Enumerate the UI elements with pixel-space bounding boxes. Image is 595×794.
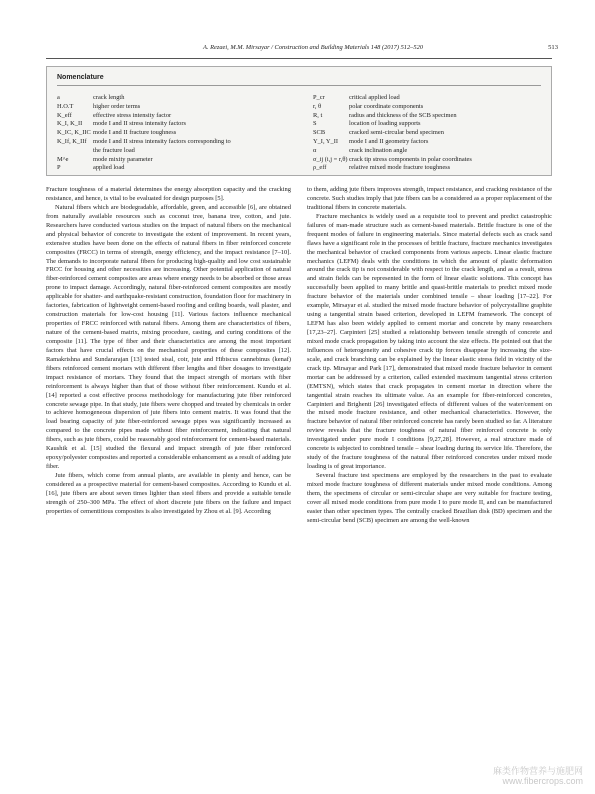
watermark xyxy=(493,766,583,786)
nomenclature-symbol: K_I, K_II xyxy=(57,120,83,128)
nomenclature-definition: mode I and II stress intensity factors xyxy=(93,120,186,128)
nomenclature-definition: the fracture load xyxy=(93,146,135,154)
nomenclature-symbol: K_IC, K_IIC xyxy=(57,129,91,137)
nomenclature-symbol: SCB xyxy=(313,129,326,137)
watermark-line-2: www.fibercrops.com xyxy=(502,776,583,786)
body-paragraph: Natural fibers which are biodegradable, affordable, green, and accessible [6], are obtained from naturally available resources such as coconut tree, banana tree, cotton, and jute. Researchers have conducted various studies on the impact of natural fibers on the mechanical and physical behavior of concrete to investigate the extent of improvement. In recent years, extensive studies have been done on the effects of natural fibers in fiber reinforced concrete composites (FRCC) in terms of strength, energy efficiency, and the impact resistance [7–10]. The demands to incorporate natural fibers for producing high-quality and low cost sustainable FRCC for housing and other necessities are increasing. Other potential application of natural fiber-reinforced cement composites are areas where energy needs to be absorbed or those areas prone to impact damage. Accordingly, natural fiber-reinforced cement composites are mostly applicable for shatter- and earthquake-resistant construction, foundation floor for machinery in factories, fabrication of lightweight cement-based roofing and ceiling boards, wall plaster, and construction materials for low-cost housing [11]. Various factors influence mechanical properties of FRCC reinforced with natural fibers. Among them are characteristics of fibers, nature of the cement-based matrix, mixing procedure, casting, and curing conditions of the composite [11]. The type of fiber and their characteristics are among the most important factors that have crucial effects on the mechanical properties of these composites [12]. Ramakrishna and Sundararajan [13] tested sisal, coir, jute and Hibiscus cannebinus (kenaf) fibers reinforced cement mortars with different fiber lengths and fiber dosages to investigate impact resistance of mortars. They found that the impact strength of mortars with fiber reinforcement is always higher than that of those without fiber reinforcement. Kundu et al. [14] reported a cost effective process methodology for manufacturing jute fiber reinforced concrete sewage pipe. In that study, jute fibers were chopped and treated by chemicals in order to achieve homogeneous dispersion of jute fibers into cement matrix. It was found that the load bearing capacity of jute fiber-reinforced sewage pipes was significantly increased as compared to the concrete pipes made without fiber reinforcement, indicating that natural fibers, such as jute fibers, could be reasonably good reinforcement for cement-based materials. Kaushik et al. [15] studied the flexural and impact strength of jute fiber reinforced epoxy/polyester composites and reported a considerable enhancement as a result of adding jute fiber. xyxy=(46,203,291,471)
nomenclature-symbol: σ_ij (i,j = r,θ) xyxy=(313,155,348,163)
nomenclature-symbol: K_eff xyxy=(57,111,72,119)
body-paragraph: Several fracture test specimens are employed by the researchers in the past to evaluate mixed mode fracture toughness of different materials under mixed mode conditions. Among them, the specimens of circular or semi-circular shape are very suitable for fracture testing, cover all mixed mode conditions from pure mode I to pure mode II, and can be manufactured easier than other specimen types. The centrally cracked Brazilian disk (BD) specimen and the semi-circular bend (SCB) specimen are among the well-known xyxy=(307,472,552,524)
nomenclature-definition: crack inclination angle xyxy=(349,146,408,154)
body-paragraph: to them, adding jute fibers improves strength, impact resistance, and cracking resistance of the concrete. Such studies imply that jute fibers can be a considered as a proper replacement of the traditional fibers in concrete materials. xyxy=(307,186,552,211)
running-header: A. Rezaei, M.M. Mirsayar / Construction and Building Materials 148 (2017) 512–520 xyxy=(203,44,423,51)
nomenclature-rule xyxy=(57,85,541,86)
nomenclature-definition: mode mixity parameter xyxy=(93,155,153,163)
nomenclature-definition: polar coordinate components xyxy=(349,102,424,110)
body-column-right xyxy=(307,186,552,526)
nomenclature-definition: mode I and II fracture toughness xyxy=(93,129,177,137)
nomenclature-definition: critical applied load xyxy=(349,94,400,101)
body-column-left xyxy=(46,186,291,517)
nomenclature-definition: crack length xyxy=(93,94,125,101)
watermark-line-1: 麻类作物营养与施肥网 xyxy=(492,766,583,776)
body-paragraph: Fracture toughness of a material determines the energy absorption capacity and the cracking resistance, and hence, is vital to be evaluated for design purposes [5]. xyxy=(46,186,291,202)
nomenclature-symbol: K_If, K_IIf xyxy=(57,138,87,145)
nomenclature-symbol: ρ_eff xyxy=(313,164,327,172)
nomenclature-definition: crack tip stress components in polar coordinates xyxy=(349,155,472,163)
nomenclature-symbol: P_cr xyxy=(313,94,325,101)
nomenclature-symbol: r, θ xyxy=(313,102,322,110)
nomenclature-title: Nomenclature xyxy=(57,74,104,81)
body-paragraph: Jute fibers, which come from annual plants, are available in plenty and hence, can be considered as a prospective material for cement-based composites. According to Kundu et al. [16], jute fibers are about seven times lighter than steel fibers and provide a suitable tensile strength of 250–300 MPa. The effect of short discrete jute fibers on the failure and impact properties of cementitious composites is also investigated by Zhou et al. [9]. According xyxy=(46,472,291,515)
nomenclature-symbol: α xyxy=(313,146,317,154)
nomenclature-box xyxy=(46,66,552,176)
nomenclature-symbol: M^e xyxy=(57,155,69,163)
nomenclature-symbol: a xyxy=(57,94,60,101)
header-rule xyxy=(46,58,552,59)
nomenclature-symbol: S xyxy=(313,120,317,128)
nomenclature-symbol: R, t xyxy=(313,111,323,119)
page-number: 513 xyxy=(548,44,558,51)
body-paragraph: Fracture mechanics is widely used as a requisite tool to prevent and predict catastrophic failures of man-made structure such as cement-based materials. Brittle fracture is one of the frequent modes of failure in engineering materials. Since material defects such as crack sand flaws have a significant role in the processes of brittle fracture, fracture mechanics investigates the mechanical behavior of cracked components from various aspects. Linear elastic fracture mechanics (LEFM) deals with the conditions in which the amount of plastic deformation around the crack tip is not considerable with respect to the crack length, and as a result, stress and strain fields can be represented in the form of linear elastic solutions. This concept has successfully been applied to many brittle and quasi-brittle materials to predict mixed mode fracture behavior of the materials under combined tensile – shear loading [17–22]. For example, Mirsayar et al. studied the mixed mode fracture behavior of polycrystalline graphite using a tangential strain based criterion, developed in LEFM framework. The concept of LEFM has also been widely applied to cement mortar and concrete by many researchers [17,23–27]. Carpinteri [25] studied a relationship between tensile strength of concrete and mixed mode crack propagation by taking into account the size effects. He pointed out that the influences of heterogeneity and cohesive crack tip forces disappear by increasing the size-scale, and crack branching can be explained by the linear elastic stress field in vicinity of the crack tip. Mirsayar and Park [17], demonstrated that mixed mode fracture behavior in cement mortar can be addressed by a criterion, called extended maximum tangential stress criterion (EMTSN), which states that crack propagates in cement mortar in direction where the tangential strain reaches its ultimate value. As an example for fiber-reinforced concretes, Carpinteri and Brighenti [26] investigated effects of different values of the water/cement on the mixed mode fracture resistance, and other mechanical characteristics. However, the fracture behavior of natural fiber reinforced concrete has rarely been studied so far. A literature review reveals that the fracture toughness of natural fiber reinforced concrete is only investigated under pure mode I conditions [9,27,28]. However, a real structure made of concrete is subjected to combined tensile – shear loading during its service life. Therefore, the study of the fracture toughness of the natural fiber reinforced concretes under mixed mode loading is of great importance. xyxy=(307,212,552,471)
nomenclature-definition: effective stress intensity factor xyxy=(93,111,172,119)
nomenclature-definition: radius and thickness of the SCB specimen xyxy=(349,111,457,119)
nomenclature-symbol: H.O.T xyxy=(57,102,74,110)
nomenclature-definition: cracked semi-circular bend specimen xyxy=(349,129,444,137)
nomenclature-symbol: P xyxy=(57,164,61,172)
nomenclature-definition: location of loading supports xyxy=(349,120,421,128)
nomenclature-definition: applied load xyxy=(93,164,125,172)
nomenclature-definition: mode I and II stress intensity factors corresponding to xyxy=(93,138,231,145)
nomenclature-symbol: Y_I, Y_II xyxy=(313,138,338,145)
nomenclature-definition: higher order terms xyxy=(93,102,141,110)
nomenclature-definition: relative mixed mode fracture toughness xyxy=(349,164,451,172)
nomenclature-definition: mode I and II geometry factors xyxy=(349,138,429,145)
